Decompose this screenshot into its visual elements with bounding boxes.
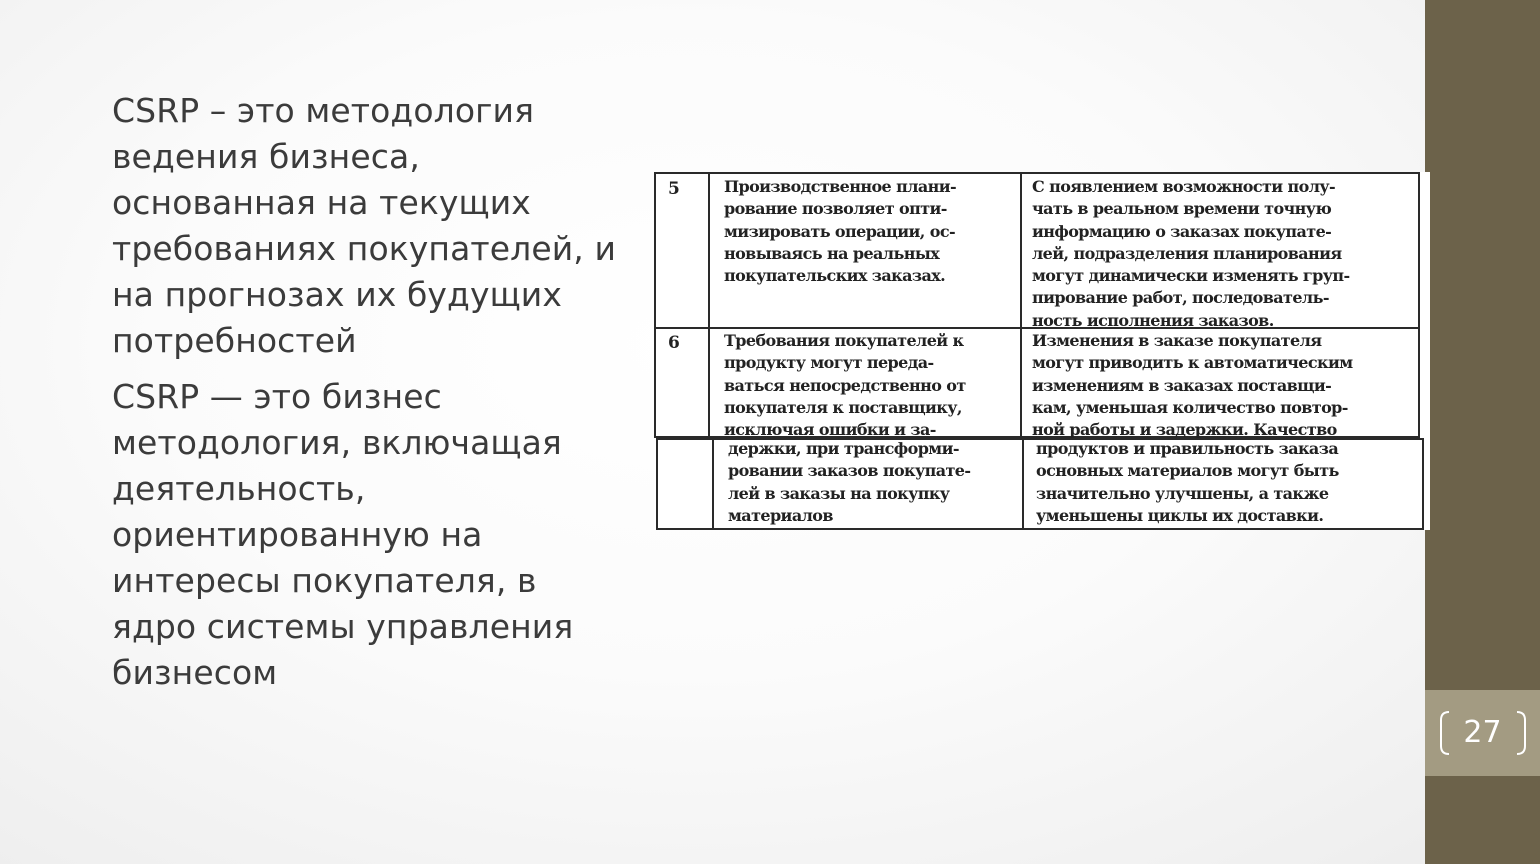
text-line: основанная на текущих [112, 183, 531, 222]
paragraph-1 [112, 88, 652, 364]
text-line: потребностей [112, 321, 357, 360]
text-line: ядро системы управления [112, 607, 574, 646]
cell-line: материалов [728, 505, 833, 525]
text-line: на прогнозах их будущих [112, 275, 562, 314]
table-cell-right [1032, 330, 1353, 441]
text-line: бизнесом [112, 653, 278, 692]
text-line: CSRP — это бизнес [112, 377, 442, 416]
table-cell-right [1036, 438, 1339, 527]
row-number: 5 [668, 179, 680, 199]
cell-line: держки, при трансформи- [728, 439, 959, 458]
table-part-main [654, 172, 1420, 438]
cell-line: ваться непосредственно от [724, 375, 966, 395]
text-line: деятельность, [112, 469, 366, 508]
cell-line: лей в заказы на покупку [728, 483, 950, 503]
cell-line: Производственное плани- [724, 177, 957, 196]
cell-line: ровании заказов покупате- [728, 461, 971, 481]
cell-line: основных материалов могут быть [1036, 461, 1339, 481]
cell-line: значительно улучшены, а также [1036, 483, 1329, 503]
text-line: методология, включащая [112, 423, 562, 462]
cell-line: могут приводить к автоматическим [1032, 353, 1353, 373]
text-line: ориентированную на [112, 515, 483, 554]
cell-line: информацию о заказах покупате- [1032, 221, 1332, 241]
table-cell-right [1032, 176, 1350, 332]
cell-line: покупательских заказах. [724, 266, 946, 286]
column-divider [712, 440, 714, 528]
cell-line: исключая ошибки и за- [724, 420, 936, 440]
cell-line: лей, подразделения планирования [1032, 243, 1342, 263]
cell-line: могут динамически изменять груп- [1032, 266, 1350, 286]
text-line: требованиях покупателей, и [112, 229, 616, 268]
body-text [112, 88, 652, 706]
page-number-badge [1425, 690, 1540, 776]
cell-line: изменениям в заказах поставщи- [1032, 375, 1332, 395]
cell-line: С появлением возможности полу- [1032, 177, 1336, 196]
page-number: 27 [1463, 715, 1502, 750]
scanned-table [654, 172, 1430, 530]
cell-line: Изменения в заказе покупателя [1032, 331, 1322, 350]
table-cell-left [724, 176, 956, 287]
cell-line: ной работы и задержки. Качество [1032, 420, 1337, 440]
cell-line: продуктов и правильность заказа [1036, 439, 1339, 458]
row-number: 6 [668, 333, 680, 353]
paragraph-2 [112, 374, 652, 696]
cell-line: Требования покупателей к [724, 331, 964, 350]
text-line: ведения бизнеса, [112, 137, 420, 176]
table-part-continuation [656, 438, 1424, 530]
cell-line: чать в реальном времени точную [1032, 199, 1332, 219]
cell-line: покупателя к поставщику, [724, 397, 962, 417]
cell-line: кам, уменьшая количество повтор- [1032, 397, 1348, 417]
cell-line: ность исполнения заказов. [1032, 310, 1274, 330]
table-cell-left [728, 438, 970, 527]
column-divider [708, 174, 710, 436]
cell-line: уменьшены циклы их доставки. [1036, 505, 1324, 525]
text-line: CSRP – это методология [112, 91, 535, 130]
column-divider [1022, 440, 1024, 528]
column-divider [1020, 174, 1022, 436]
cell-line: новываясь на реальных [724, 243, 940, 263]
text-line: интересы покупателя, в [112, 561, 537, 600]
cell-line: продукту могут переда- [724, 353, 934, 373]
table-cell-left [724, 330, 966, 441]
cell-line: пирование работ, последователь- [1032, 288, 1329, 308]
cell-line: рование позволяет опти- [724, 199, 947, 219]
cell-line: мизировать операции, ос- [724, 221, 955, 241]
